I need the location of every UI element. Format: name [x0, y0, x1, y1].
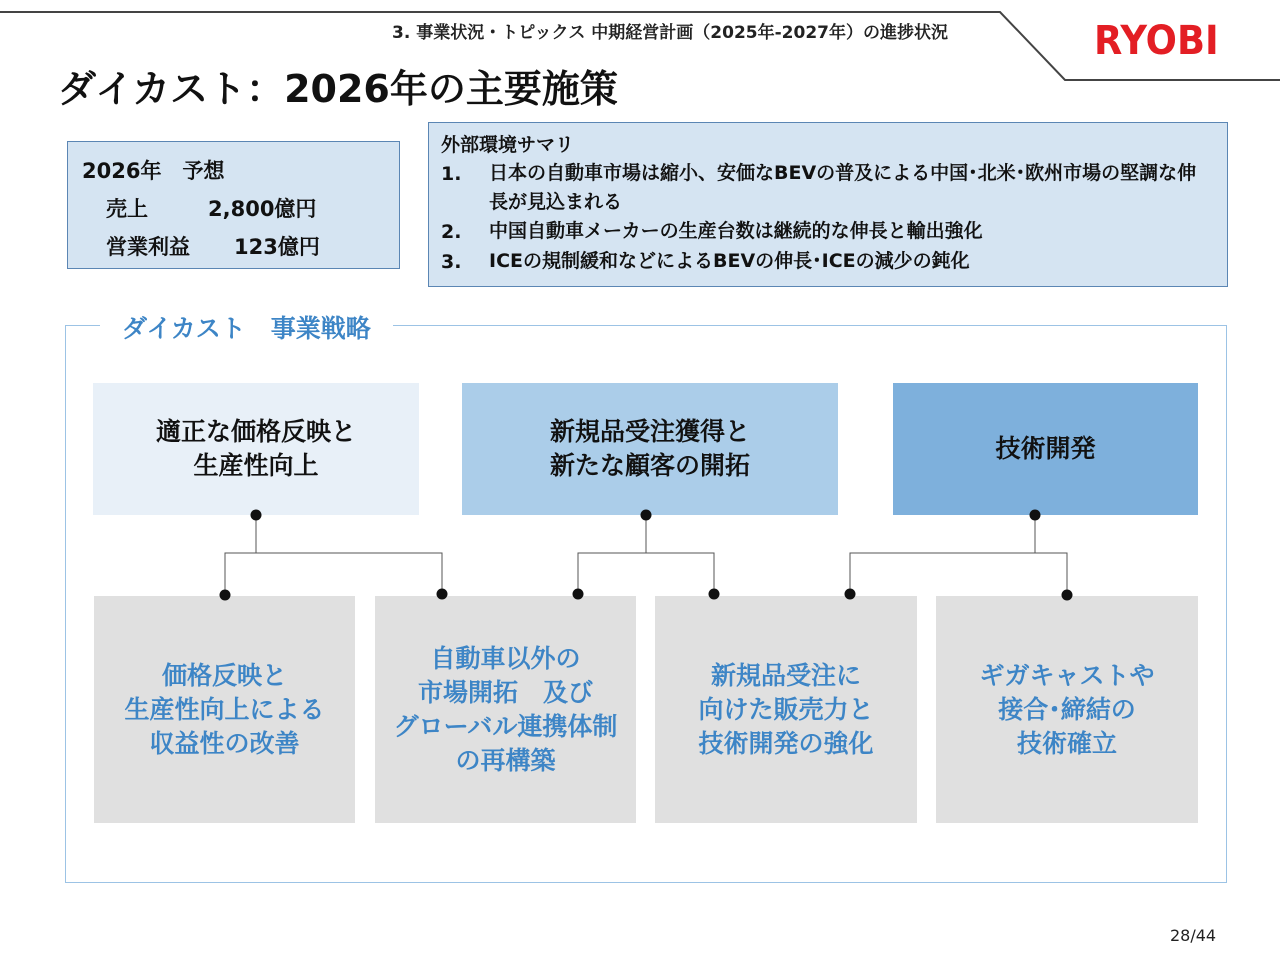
forecast-value: 123億円: [234, 235, 320, 259]
page-number: 28/44: [1170, 926, 1217, 945]
connector-dot: [845, 589, 856, 600]
item-text: 日本の自動車市場は縮小、安価なBEVの普及による中国･北米･欧州市場の堅調な伸長が見込まれる: [489, 162, 1197, 213]
measure-market-expansion: [375, 596, 636, 823]
ryobi-logo: RYOBI: [1094, 18, 1219, 64]
forecast-heading: 2026年 予想: [82, 159, 225, 183]
pillar-text: 技術開発: [995, 434, 1096, 463]
section-heading: 3. 事業状況・トピックス 中期経営計画（2025年-2027年）の進捗状況: [392, 23, 948, 43]
pillar-new-orders: [462, 383, 838, 515]
forecast-label: 営業利益: [106, 235, 190, 259]
connector-dot: [1030, 510, 1041, 521]
connector-dot: [573, 589, 584, 600]
measure-sales-tech: [655, 596, 917, 823]
connector-dot: [220, 590, 231, 601]
connector-dot: [437, 589, 448, 600]
connector-dot: [251, 510, 262, 521]
measure-gigacast: [936, 596, 1198, 823]
item-number: 2.: [441, 221, 462, 243]
forecast-label: 売上: [106, 197, 148, 221]
strategy-label: ダイカスト 事業戦略: [100, 309, 393, 345]
measure-text: ギガキャストや 接合･締結の 技術確立: [979, 660, 1155, 758]
measure-text: 新規品受注に 向けた販売力と 技術開発の強化: [698, 660, 874, 758]
pillar-text: 適正な価格反映と 生産性向上: [155, 417, 356, 480]
environment-title: 外部環境サマリ: [441, 134, 575, 156]
connector-dot: [641, 510, 652, 521]
pillar-text: 新規品受注獲得と 新たな顧客の開拓: [549, 417, 750, 480]
pillar-pricing-productivity: [93, 383, 419, 515]
item-number: 3.: [441, 251, 462, 273]
connector-dot: [1062, 590, 1073, 601]
item-text: 中国自動車メーカーの生産台数は継続的な伸長と輸出強化: [489, 220, 983, 242]
item-text: ICEの規制緩和などによるBEVの伸長･ICEの減少の鈍化: [489, 250, 970, 272]
pillar-tech-development: [893, 383, 1198, 515]
item-number: 1.: [441, 163, 462, 185]
measure-profitability: [94, 596, 355, 823]
page-title: ダイカスト：2026年の主要施策: [58, 67, 618, 111]
measure-text: 価格反映と 生産性向上による 収益性の改善: [124, 660, 325, 758]
forecast-value: 2,800億円: [208, 197, 317, 221]
measure-text: 自動車以外の 市場開拓 及び グローバル連携体制 の再構築: [393, 643, 618, 775]
connector-dot: [709, 589, 720, 600]
